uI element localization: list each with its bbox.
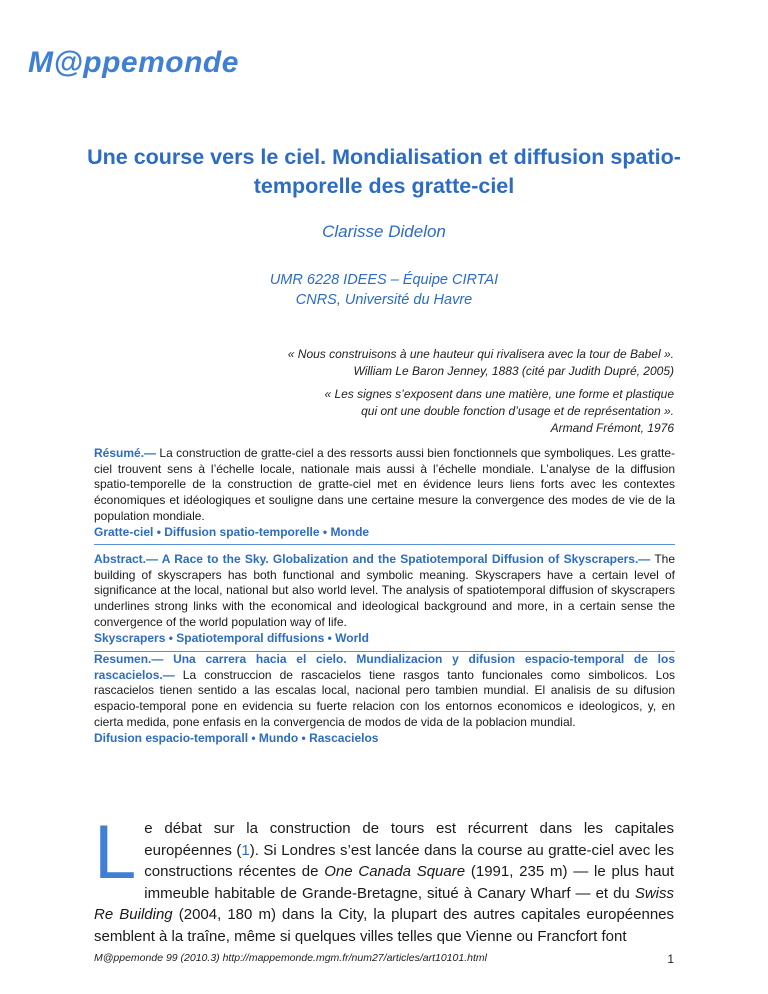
abstract-en (94, 552, 675, 646)
epigraph-text: « Les signes s’exposent dans une matière, une forme et plastique (324, 387, 674, 401)
body-text: (2004, 180 m) dans la City, la plupart des autres capitales européennes semblent à la traîne, même si quelques villes telles que Vienne ou Francfort font (94, 906, 674, 945)
body-text: e débat sur la construction de tours est récurrent dans les capitales européennes ( (144, 820, 674, 859)
emphasis: One Canada Square (324, 863, 466, 880)
epigraph-source: William Le Baron Jenney, 1883 (cité par Judith Dupré, 2005) (353, 364, 674, 378)
abstract-fr-text: La construction de gratte-ciel a des ressorts aussi bien fonctionnels que symboliques. Les gratte-ciel trouvent sens à l’échelle locale, nationale mais aussi à l’échelle mondiale. L’analyse de la diffusion spatio-temporelle de la construction de gratte-ciel met en évidence leurs liens forts avec les contextes économiques et idéologiques et souligne dans une certaine mesure la convergence des modes de vie de la population mondiale. (94, 446, 675, 523)
abstract-en-text: The building of skyscrapers has both functional and symbolic meaning. Skyscrapers have a certain level of significance at the local, national but also world level. The analysis of spatiotemporal diffusion of skyscrapers underlines strong links with the economical and ideological background and more, in a certain sense the convergence of the world population way of life. (94, 552, 675, 629)
abstract-es-text: La construccion de rascacielos tiene rasgos tanto funcionales como simbolicos. Los rascacielos tienen sentido a las escalas local, nacional pero tambien mundial. El analisis de su difusion espacio-temporal pone en evidencia su fuerte relacion con los entornos economicos e ideologicos, y, en cierta medida, pone enfasis en la convergencia de modos de vida de la poblacion mundial. (94, 667, 675, 729)
abstract-es-lead: Resumen.— Una carrera hacia el cielo. Mundializacion y difusion espacio-temporal de los rascacielos.— (94, 652, 675, 682)
epigraph-text-cont: qui ont une double fonction d’usage et de représentation ». (361, 404, 674, 418)
epigraph-2 (324, 386, 674, 437)
epigraph-source: Armand Frémont, 1976 (550, 421, 674, 435)
author-name: Clarisse Didelon (322, 222, 446, 241)
page-number: 1 (667, 952, 674, 966)
abstract-es (94, 652, 675, 746)
journal-logo: M@ppemonde (28, 46, 239, 79)
emphasis: Swiss Re Building (94, 884, 674, 923)
drop-cap: L (94, 810, 137, 895)
affiliation (0, 270, 768, 310)
abstract-fr-lead: Résumé.— (94, 446, 157, 460)
abstract-en-lead: Abstract.— A Race to the Sky. Globalization and the Spatiotemporal Diffusion of Skyscrapers.— (94, 552, 651, 566)
abstract-en-keywords: Skyscrapers • Spatiotemporal diffusions • World (94, 630, 369, 645)
epigraph-1 (288, 346, 674, 380)
body-paragraph (94, 810, 675, 947)
affiliation-university: CNRS, Université du Havre (295, 292, 473, 308)
abstract-fr (94, 446, 675, 540)
affiliation-lab: UMR 6228 IDEES – Équipe CIRTAI (269, 272, 499, 288)
body-text: (1991, 235 m) — le plus haut immeuble habitable de Grande-Bretagne, situé à Canary Wharf — et du (144, 863, 675, 902)
section-divider (94, 544, 675, 545)
abstract-es-keywords: Difusion espacio-temporall • Mundo • Rascacielos (94, 730, 379, 745)
article-title: Une course vers le ciel. Mondialisation et diffusion spatio-temporelle des gratte-ciel (87, 145, 681, 198)
epigraph-text: « Nous construisons à une hauteur qui rivalisera avec la tour de Babel ». (287, 347, 674, 361)
footnote-ref[interactable]: 1 (241, 841, 250, 859)
abstract-fr-keywords: Gratte-ciel • Diffusion spatio-temporelle • Monde (94, 524, 370, 539)
footer-citation: M@ppemonde 99 (2010.3) http://mappemonde.mgm.fr/num27/articles/art10101.html (94, 952, 487, 964)
body-text: ). Si Londres s’est lancée dans la course au gratte-ciel avec les constructions récentes de (144, 841, 674, 880)
